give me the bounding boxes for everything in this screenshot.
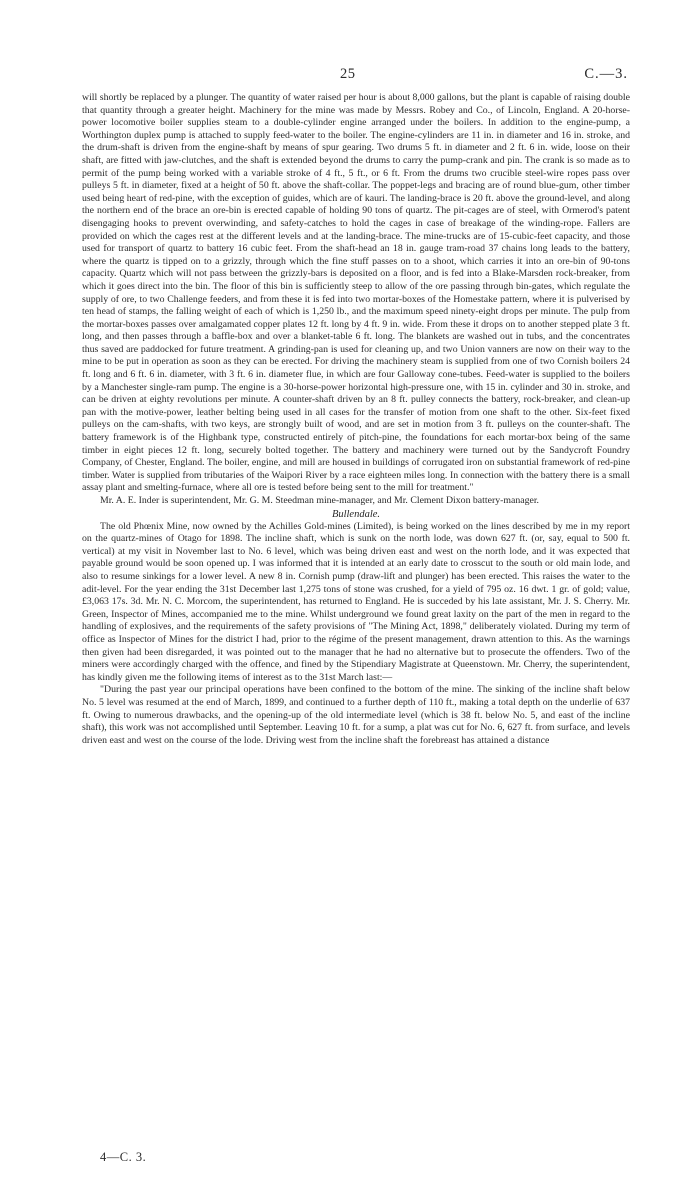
body-text [82,92,630,747]
signature-mark: 4—C. 3. [100,1150,147,1164]
paragraph-staff: Mr. A. E. Inder is superintendent, Mr. G. M. Steedman mine-manager, and Mr. Clement Dixon battery-manager. [100,495,540,506]
paragraph-phoenix-mine: The old Phœnix Mine, now owned by the Achilles Gold-mines (Limited), is being worked on the lines described by me in my report on the quartz-mines of Otago for 1898. The incline shaft, which is sunk on the north lode, was down 627 ft. (or, say, equal to 500 ft. vertical) at my visit in November last to No. 6 level, which was being driven east and west on the north lode, and it was expected that payable ground would be soon opened up. I was informed that it is intended at an early date to crosscut to the south or old main lode, and also to resume sinkings for a lower level. A new 8 in. Cornish pump (draw-lift and plunger) has been erected. This raises the water to the adit-level. For the year ending the 31st December last 1,275 tons of stone was crushed, for a yield of 795 oz. 16 dwt. 1 gr. of gold; value, £3,063 17s. 3d. Mr. N. C. Morcom, the superintendent, has returned to England. He is succeded by his late assistant, Mr. J. S. Cherry. Mr. Green, Inspector of Mines, accompanied me to the mine. Whilst underground we found great laxity on the part of the men in regard to the handling of explosives, and the requirements of the safety provisions of "The Mining Act, 1898," deliberately violated. During my term of office as Inspector of Mines for the district I had, prior to the régime of the present management, drawn attention to this. As the warnings then given had been disregarded, it was pointed out to the manager that he had no alternative but to prosecute the offenders. Two of the miners were accordingly charged with the offence, and fined by the Stipendiary Magistrate at Queenstown. Mr. Cherry, the superintendent, has kindly given me the following items of interest as to the 31st March last:— [82,520,630,683]
page-number: 25 [340,66,356,82]
section-heading-bullendale: Bullendale. [331,508,381,520]
series-code: C.—3. [584,66,628,82]
paragraph-quotation: "During the past year our principal operations have been confined to the bottom of the mine. The sinking of the incline shaft below No. 5 level was resumed at the end of March, 1899, and continued to a further depth of 110 ft., making a total depth on the underlie of 637 ft. Owing to numerous drawbacks, and the opening-up of the old intermediate level (which is 38 ft. below No. 5, and east of the incline shaft), this work was not accomplished until September. Leaving 10 ft. for a sump, a plat was cut for No. 6, 627 ft. from surface, and levels driven east and west on the course of the lode. Driving west from the incline shaft the forebreast has attained a distance [82,684,630,746]
paragraph-machinery-description: will shortly be replaced by a plunger. The quantity of water raised per hour is about 8,000 gallons, but the plant is capable of raising double that quantity through a greater height. Machinery for the mine was made by Messrs. Robey and Co., of Lincoln, England. A 20-horse-power locomotive boiler supplies steam to a double-cylinder engine arranged under the boilers. In addition to the engine-pump, a Worthington duplex pump is attached to supply feed-water to the boiler. The engine-cylinders are 11 in. in diameter and 16 in. stroke, and the drum-shaft is driven from the engine-shaft by means of spur gearing. Two drums 5 ft. in diameter and 2 ft. 6 in. wide, loose on their shaft, are fitted with jaw-clutches, and the shaft is extended beyond the drums to carry the pump-crank and pin. The crank is so made as to permit of the pump being worked with a variable stroke of 4 ft., 5 ft., or 6 ft. From the drums two crucible steel-wire ropes pass over pulleys 5 ft. in diameter, fixed at a height of 50 ft. above the shaft-collar. The poppet-legs and bracing are of round blue-gum, other timber used being heart of red-pine, with the exception of guides, which are of kauri. The landing-brace is 20 ft. above the ground-level, and along the northern end of the brace an ore-bin is erected capable of holding 90 tons of quartz. The pit-cages are of steel, with Ormerod's patent disengaging hooks to prevent overwinding, and safety-catches to hold the cages in case of breakage of the winding-rope. Fallers are provided on which the cages rest at the different levels and at the landing-brace. The mine-trucks are of 15-cubic-feet capacity, and those used for transport of quartz to battery 16 cubic feet. From the shaft-head an 18 in. gauge tram-road 37 chains long leads to the battery, where the quartz is tipped on to a grizzly, through which the fine stuff passes on to a shoot, which carries it into an ore-bin of 90-tons capacity. Quartz which will not pass between the grizzly-bars is deposited on a floor, and is fed into a Blake-Marsden rock-breaker, from which it goes direct into the bin. The floor of this bin is sufficiently steep to allow of the ore passing through bin-gates, which regulate the supply of ore, to two Challenge feeders, and from these it is fed into two mortar-boxes of the Homestake pattern, where it is pulverised by ten head of stamps, the falling weight of each of which is 1,250 lb., and the maximum speed ninety-eight drops per minute. The pulp from the mortar-boxes passes over amalgamated copper plates 12 ft. long by 4 ft. 9 in. wide. From these it drops on to another stepped plate 3 ft. long, and then passes through a baffle-box and over a blanket-table 6 ft. long. The blankets are washed out in tubs, and the concentrates thus saved are paddocked for future treatment. A grinding-pan is used for cleaning up, and two Union vanners are now on their way to the mine to be put in operation as soon as they can be erected. For driving the machinery steam is supplied from one of two Cornish boilers 24 ft. long and 6 ft. 6 in. diameter, with 3 ft. 6 in. diameter flue, in which are four Galloway cone-tubes. Feed-water is supplied to the boilers by a Manchester single-ram pump. The engine is a 30-horse-power horizontal high-pressure one, with 15 in. cylinder and 30 in. stroke, and can be driven at eighty revolutions per minute. A counter-shaft driven by an 8 ft. pulley connects the battery, rock-breaker, and clean-up pan with the motive-power, leather belting being used in all cases for the transfer of motion from one shaft to the other. Six-feet fixed pulleys on the cam-shafts, with two keys, are strongly built of wood, and are set in motion from 3 ft. pulleys on the counter-shaft. The battery framework is of the Highbank type, constructed entirely of pitch-pine, the foundations for each mortar-box being of the same timber in eight pieces 12 ft. long, securely bolted together. The battery and machinery were turned out by the Sandycroft Foundry Company, of Chester, England. The boiler, engine, and mill are housed in buildings of corrugated iron on substantial framework of red-pine timber. Water is supplied from tributaries of the Waipori River by a race eighteen miles long. In connection with the battery there is a small assay plant and smelting-furnace, where all ore is tested before being sent to the mill for treatment." [82,92,630,494]
